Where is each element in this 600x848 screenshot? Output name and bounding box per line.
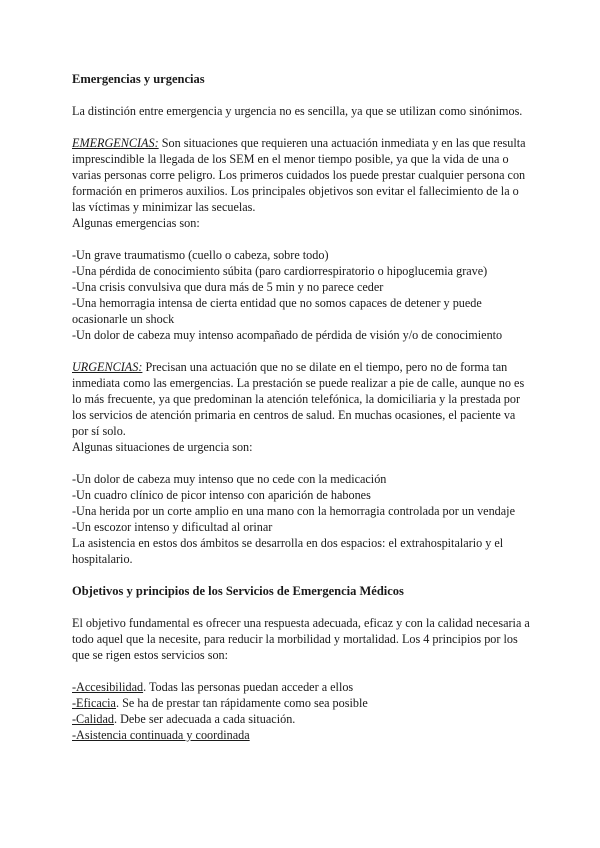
principle-desc: . Debe ser adecuada a cada situación. [113,712,296,726]
principle-desc: . Todas las personas puedan acceder a ellos [143,680,354,694]
principle-term: -Asistencia continuada y coordinada [72,728,250,742]
list-item [72,695,532,711]
list-item: -Una herida por un corte amplio en una mano con la hemorragia controlada por un vendaje [72,504,515,518]
emergencias-list-intro: Algunas emergencias son: [72,216,200,230]
urgencias-text: Precisan una actuación que no se dilate en el tiempo, pero no de forma tan inmediata como las emergencias. La prestación se puede realizar a pie de calle, aunque no es lo más frecuente, ya que predominan la atención telefónica, la domiciliaria y la prestada por los servicios de atención primaria en centros de salud. En muchas ocasiones, el paciente va por sí solo. [72,360,525,438]
list-item [72,711,532,727]
list-item: -Una crisis convulsiva que dura más de 5 min y no parece ceder [72,280,384,294]
principle-term: -Calidad [72,712,114,726]
document-body [72,71,532,743]
urgencias-paragraph [72,359,532,439]
emergencias-text: Son situaciones que requieren una actuación inmediata y en las que resulta imprescindible la llegada de los SEM en el menor tiempo posible, ya que la vida de una o varias personas corre peligro. Los primeros cuidados los puede prestar cualquier persona con formación en primeros auxilios. Los principales objetivos son evitar el fallecimiento de la o las víctimas y minimizar las secuelas. [72,136,526,214]
emergencias-list [72,247,532,343]
list-item: -Una hemorragia intensa de cierta entidad que no somos capaces de detener y puede ocasionarle un shock [72,296,482,326]
urgencias-label: URGENCIAS: [72,360,143,374]
urgencias-list [72,471,532,535]
intro-paragraph: La distinción entre emergencia y urgencia no es sencilla, ya que se utilizan como sinónimos. [72,104,523,118]
emergencias-label: EMERGENCIAS: [72,136,159,150]
principle-term: -Eficacia [72,696,116,710]
urgencias-closing: La asistencia en estos dos ámbitos se desarrolla en dos espacios: el extrahospitalario y el hospitalario. [72,536,504,566]
list-item [72,727,532,743]
emergencias-paragraph [72,135,532,215]
section-title-objetivos: Objetivos y principios de los Servicios de Emergencia Médicos [72,584,404,598]
objetivos-paragraph: El objetivo fundamental es ofrecer una respuesta adecuada, eficaz y con la calidad necesaria a todo aquel que la necesite, para reducir la morbilidad y mortalidad. Los 4 principios por los que se rigen estos servicios son: [72,616,530,662]
list-item: -Un dolor de cabeza muy intenso que no cede con la medicación [72,472,387,486]
list-item: -Un grave traumatismo (cuello o cabeza, sobre todo) [72,248,329,262]
list-item: -Un escozor intenso y dificultad al orinar [72,520,273,534]
section-title: Emergencias y urgencias [72,72,205,86]
list-item: -Un cuadro clínico de picor intenso con aparición de habones [72,488,371,502]
list-item: -Una pérdida de conocimiento súbita (paro cardiorrespiratorio o hipoglucemia grave) [72,264,488,278]
principle-desc: . Se ha de prestar tan rápidamente como sea posible [115,696,368,710]
list-item: -Un dolor de cabeza muy intenso acompañado de pérdida de visión y/o de conocimiento [72,328,503,342]
list-item [72,679,532,695]
principles-list [72,679,532,743]
principle-term: -Accesibilidad [72,680,144,694]
urgencias-list-intro: Algunas situaciones de urgencia son: [72,440,253,454]
